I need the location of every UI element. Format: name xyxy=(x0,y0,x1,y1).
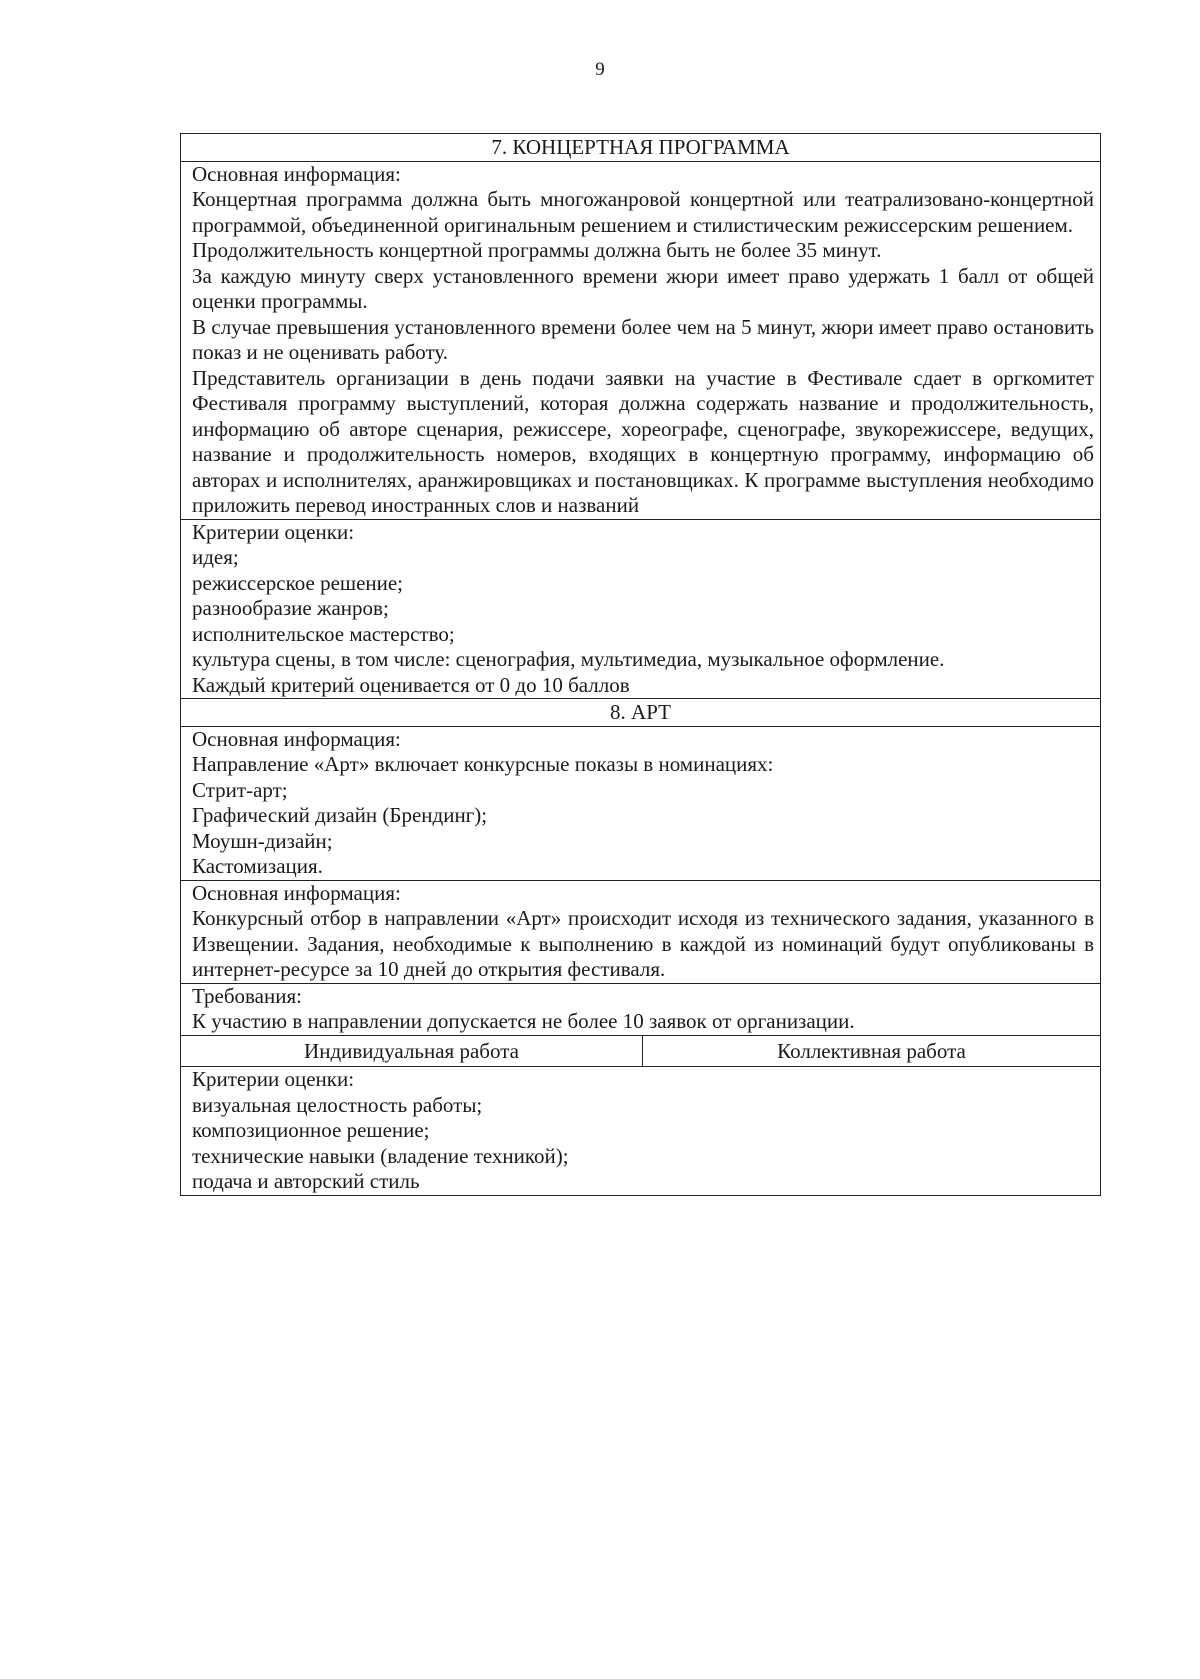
art-criteria-item: подача и авторский стиль xyxy=(192,1169,420,1193)
art-info1-intro: Направление «Арт» включает конкурсные показы в номинациях: xyxy=(192,752,774,776)
art-title-row xyxy=(181,699,1101,727)
concert-criteria-row xyxy=(181,519,1101,699)
page-number: 9 xyxy=(595,59,605,80)
art-requirements-text: К участию в направлении допускается не более 10 заявок от организации. xyxy=(192,1009,855,1033)
col-collective-work: Коллективная работа xyxy=(643,1035,1101,1067)
art-info1-row xyxy=(181,726,1101,880)
section-title-art: 8. АРТ xyxy=(181,699,1101,727)
art-info2-heading: Основная информация: xyxy=(192,880,401,905)
concert-info-paragraph-1: Концертная программа должна быть многожанровой концертной или театрализовано-концертной программой, объединенной оригинальным решением и стилистическим режиссерским решением. xyxy=(192,187,1094,237)
art-criteria-heading: Критерии оценки: xyxy=(192,1067,355,1091)
concert-criteria-heading: Критерии оценки: xyxy=(192,519,355,544)
art-info2-paragraph: Конкурсный отбор в направлении «Арт» происходит исходя из технического задания, указанного в Извещении. Задания, необходимые к выполнению в каждой из номинаций будут опубликованы в интернет-ресурсе за 10 дней до открытия фестиваля. xyxy=(192,906,1094,981)
art-info1-heading: Основная информация: xyxy=(192,726,401,751)
concert-info-heading: Основная информация: xyxy=(192,161,401,186)
concert-criteria-item: режиссерское решение; xyxy=(192,570,404,595)
document-table xyxy=(180,133,1101,1196)
art-nomination-item: Кастомизация. xyxy=(192,854,323,878)
art-requirements-heading: Требования: xyxy=(192,983,302,1008)
col-individual-work: Индивидуальная работа xyxy=(181,1035,643,1067)
concert-info-cell xyxy=(181,161,1101,519)
concert-criteria-item: исполнительское мастерство; xyxy=(192,621,455,646)
concert-info-row xyxy=(181,161,1101,519)
art-nomination-item: Графический дизайн (Брендинг); xyxy=(192,803,488,827)
art-info2-cell xyxy=(181,880,1101,983)
concert-criteria-item: идея; xyxy=(192,545,239,569)
art-criteria-row xyxy=(181,1067,1101,1196)
section-title-concert: 7. КОНЦЕРТНАЯ ПРОГРАММА xyxy=(181,134,1101,162)
art-columns-row xyxy=(181,1035,1101,1067)
concert-criteria-note: Каждый критерий оценивается от 0 до 10 баллов xyxy=(192,672,630,697)
art-info1-cell xyxy=(181,726,1101,880)
concert-criteria-item: разнообразие жанров; xyxy=(192,596,389,620)
art-nomination-item: Моушн-дизайн; xyxy=(192,828,333,853)
concert-criteria-item: культура сцены, в том числе: сценография, мультимедиа, музыкальное оформление. xyxy=(192,647,945,671)
concert-title-row xyxy=(181,134,1101,162)
concert-criteria-cell xyxy=(181,519,1101,699)
art-requirements-row xyxy=(181,983,1101,1035)
art-requirements-cell xyxy=(181,983,1101,1035)
art-criteria-item: технические навыки (владение техникой); xyxy=(192,1143,569,1168)
concert-info-paragraph-3: За каждую минуту сверх установленного времени жюри имеет право удержать 1 балл от общей оценки программы. xyxy=(192,263,1094,313)
concert-info-paragraph-4: В случае превышения установленного времени более чем на 5 минут, жюри имеет право остановить показ и не оценивать работу. xyxy=(192,314,1094,364)
art-nomination-item: Стрит-арт; xyxy=(192,777,288,802)
concert-info-paragraph-2: Продолжительность концертной программы должна быть не более 35 минут. xyxy=(192,238,882,262)
art-criteria-item: визуальная целостность работы; xyxy=(192,1092,483,1117)
art-criteria-cell xyxy=(181,1067,1101,1196)
art-criteria-item: композиционное решение; xyxy=(192,1118,430,1142)
concert-info-paragraph-5: Представитель организации в день подачи заявки на участие в Фестивале сдает в оргкомитет Фестиваля программу выступлений, которая должна содержать название и продолжительность, информацию об авторе сценария, режиссере, хореографе, сценографе, звукорежиссере, ведущих, название и продолжительность номеров, входящих в концертную программу, информацию об авторах и исполнителях, аранжировщиках и постановщиках. К программе выступления необходимо приложить перевод иностранных слов и названий xyxy=(192,365,1094,517)
art-info2-row xyxy=(181,880,1101,983)
